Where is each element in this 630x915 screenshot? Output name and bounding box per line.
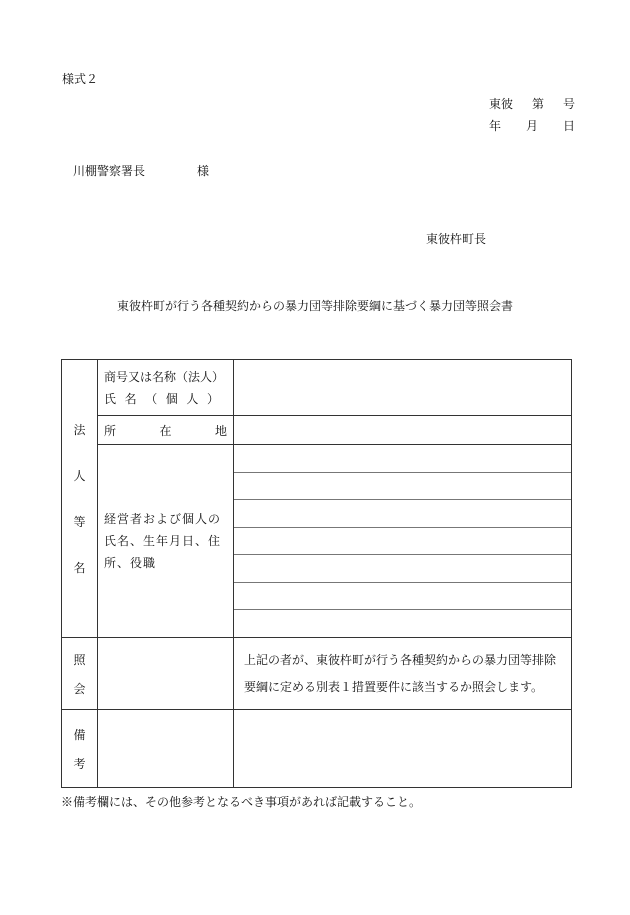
document-title: 東彼杵町が行う各種契約からの暴力団等排除要綱に基づく暴力団等照会書 — [116, 299, 513, 313]
addressee: 川棚警察署長 — [73, 164, 146, 178]
date-day: 日 — [562, 119, 575, 133]
reference-number — [489, 95, 575, 112]
section-corporation: 法 人 等 名 — [62, 360, 98, 638]
ref-go: 号 — [562, 97, 575, 111]
name-field[interactable] — [234, 360, 572, 416]
officers-field[interactable] — [234, 445, 572, 638]
inquiry-empty-cell — [98, 638, 234, 710]
officer-line[interactable] — [234, 555, 571, 583]
address-field[interactable] — [234, 416, 572, 445]
remarks-empty-cell — [98, 710, 234, 788]
officer-line[interactable] — [234, 610, 571, 637]
officer-line[interactable] — [234, 500, 571, 528]
section-remarks: 備 考 — [62, 710, 98, 788]
inquiry-text: 上記の者が、東彼杵町が行う各種契約からの暴力団等排除要綱に定める別表１措置要件に該当するか照会します。 — [234, 638, 572, 710]
officer-line[interactable] — [234, 473, 571, 501]
form-number: 様式２ — [62, 72, 99, 86]
name-label: 商号又は名称（法人） 氏 名 （ 個 人 ） — [98, 360, 234, 416]
ref-prefix: 東彼 — [489, 97, 514, 111]
officers-label: 経営者および個人の氏名、生年月日、住所、役職 — [98, 445, 234, 638]
date-line — [489, 117, 575, 134]
address-label: 所 在 地 — [98, 416, 234, 445]
footnote: ※備考欄には、その他参考となるべき事項があれば記載すること。 — [61, 795, 422, 809]
officer-line[interactable] — [234, 445, 571, 473]
ref-dai: 第 — [531, 97, 544, 111]
officer-line[interactable] — [234, 528, 571, 556]
sender: 東彼杵町長 — [426, 232, 487, 246]
remarks-field[interactable] — [234, 710, 572, 788]
date-year: 年 — [489, 119, 502, 133]
date-month: 月 — [525, 119, 538, 133]
officer-line[interactable] — [234, 583, 571, 611]
inquiry-form-table — [61, 359, 572, 788]
section-inquiry: 照 会 — [62, 638, 98, 710]
honorific: 様 — [197, 164, 210, 178]
